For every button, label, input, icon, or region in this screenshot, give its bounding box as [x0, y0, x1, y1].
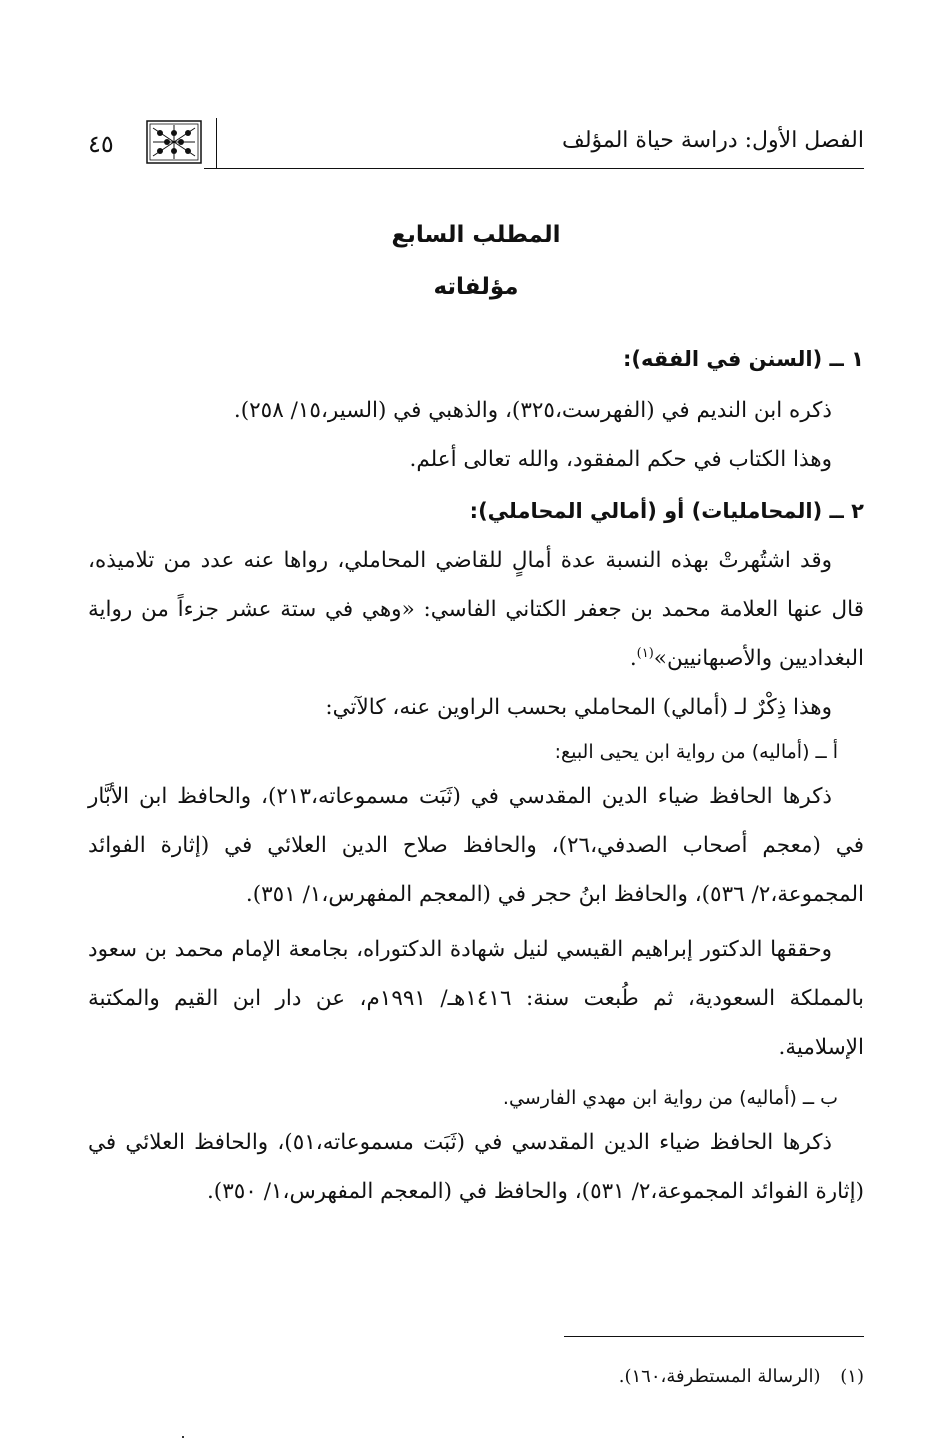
subitem-b-heading: ب ــ (أماليه) من رواية ابن مهدي الفارسي. — [502, 1087, 838, 1109]
item-1-paragraph-2: وهذا الكتاب في حكم المفقود، والله تعالى أعلم. — [409, 447, 832, 472]
item-2-paragraph-1 — [88, 536, 864, 683]
item-2-heading: ٢ ــ (المحامليات) أو (أمالي المحاملي): — [469, 499, 864, 523]
header-vertical-bar — [216, 118, 217, 168]
arabesque-ornament-icon — [146, 120, 202, 164]
subitem-a-paragraph-1: ذكرها الحافظ ضياء الدين المقدسي في (ثَبَت مسموعاته،٢١٣)، والحافظ ابن الأبَّار في (معجم أصحاب الصدفي،٢٦)، والحافظ صلاح الدين العلائي في (إثارة الفوائد المجموعة،٢/ ٥٣٦)، والحافظ ابنُ حجر في (المعجم المفهرس،١/ ٣٥١). — [88, 784, 865, 907]
footnote-reference[interactable]: (١) — [636, 645, 654, 661]
scan-speck — [182, 1436, 184, 1438]
footnote — [619, 1366, 864, 1387]
subitem-a-paragraph-2: وحققها الدكتور إبراهيم القيسي لنيل شهادة الدكتوراه، بجامعة الإمام محمد بن سعود بالمملكة السعودية، ثم طُبعت سنة: ١٤١٦هـ/ ١٩٩١م، عن دار ابن القيم والمكتبة الإسلامية. — [88, 937, 865, 1060]
subitem-b-paragraph-1: ذكرها الحافظ ضياء الدين المقدسي في (ثَبَت مسموعاته،٥١)، والحافظ العلائي في (إثارة الفوائد المجموعة،٢/ ٥٣١)، والحافظ في (المعجم المفهرس،١/ ٣٥٠). — [88, 1130, 864, 1204]
page-body — [88, 222, 864, 1216]
item-1-paragraph-1: ذكره ابن النديم في (الفهرست،٣٢٥)، والذهبي في (السير،١٥/ ٢٥٨). — [233, 398, 832, 423]
item-2-paragraph-1-end: . — [629, 646, 637, 671]
footnote-divider — [564, 1336, 864, 1337]
footnote-mark: (١) — [840, 1366, 864, 1387]
item-1-heading: ١ ــ (السنن في الفقه): — [623, 347, 864, 371]
item-2-paragraph-1-text: وقد اشتُهرتْ بهذه النسبة عدة أمالٍ للقاضي المحاملي، رواها عنه عدد من تلاميذه، قال عنها العلامة محمد بن جعفر الكتاني الفاسي: «وهي في ستة عشر جزءاً من رواية البغداديين والأصبهانيين» — [88, 548, 864, 671]
header-divider — [204, 168, 864, 169]
page-number: ٤٥ — [88, 130, 114, 158]
section-title: المطلب السابع — [391, 222, 561, 248]
chapter-title: الفصل الأول: دراسة حياة المؤلف — [562, 128, 864, 153]
subitem-a-heading: أ ــ (أماليه) من رواية ابن يحيى البيع: — [554, 741, 838, 763]
item-2-paragraph-2: وهذا ذِكْرٌ لـ (أمالي) المحاملي بحسب الراوين عنه، كالآتي: — [325, 695, 832, 720]
running-header — [88, 118, 864, 170]
section-subtitle: مؤلفاته — [433, 274, 519, 300]
footnote-text: (الرسالة المستطرفة،١٦٠). — [618, 1366, 821, 1387]
